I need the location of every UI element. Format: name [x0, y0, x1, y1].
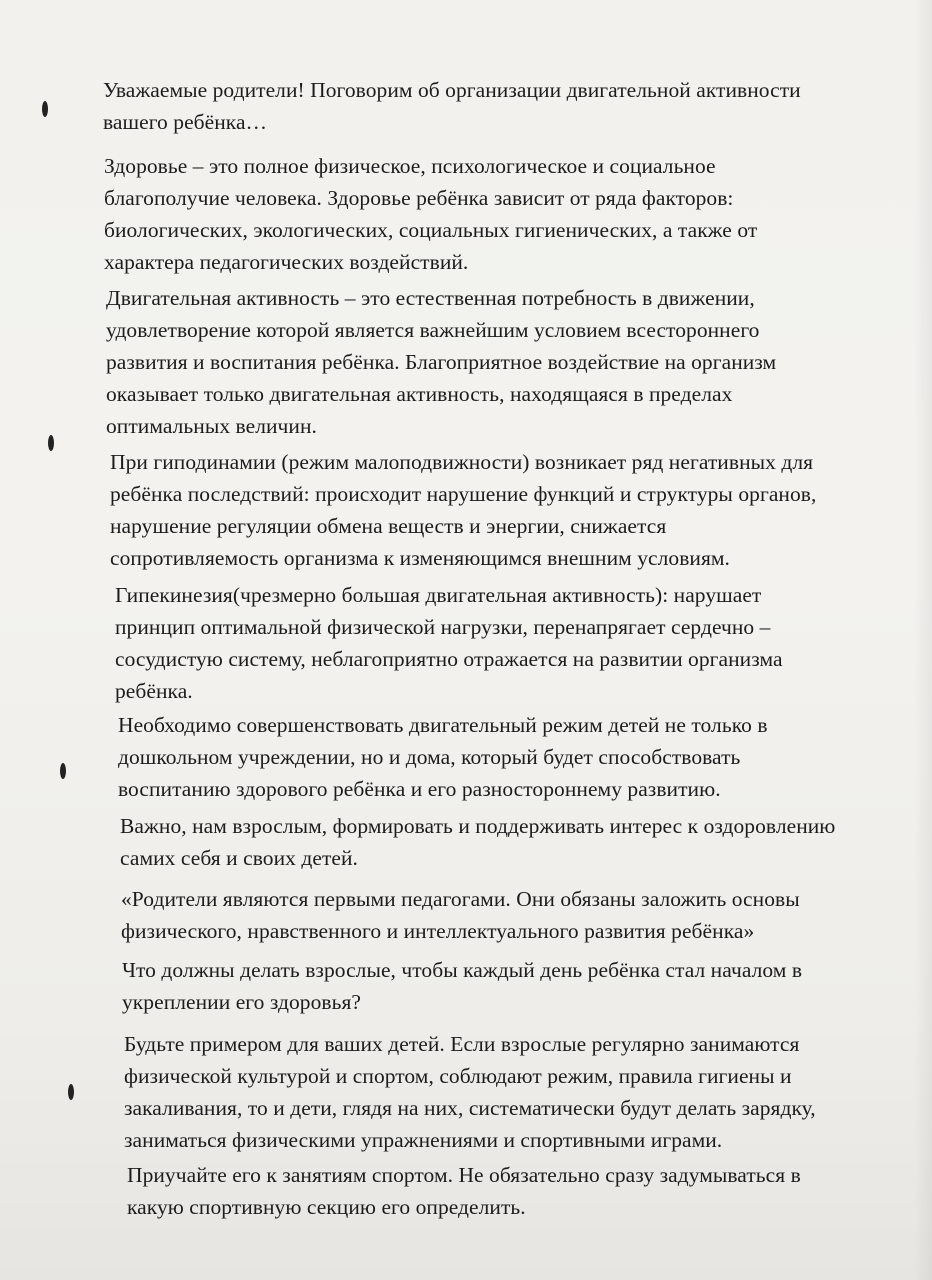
text-line: «Родители являются первыми педагогами. Они обязаны заложить основы: [121, 887, 800, 911]
text-line: Приучайте его к занятиям спортом. Не обязательно сразу задумываться в: [127, 1163, 801, 1187]
text-line: сопротивляемость организма к изменяющимся внешним условиям.: [110, 546, 730, 570]
text-line: удовлетворение которой является важнейшим условием всестороннего: [106, 318, 760, 342]
punch-hole-mark: [42, 101, 48, 117]
paragraph-quote: [121, 883, 800, 947]
text-line: оказывает только двигательная активность, находящаяся в пределах: [106, 382, 733, 406]
punch-hole-mark: [60, 763, 66, 779]
text-line: сосудистую систему, неблагоприятно отражается на развитии организма: [115, 647, 783, 671]
text-line: оптимальных величин.: [106, 414, 317, 438]
text-line: ребёнка последствий: происходит нарушение функций и структуры органов,: [110, 482, 817, 506]
text-line: развития и воспитания ребёнка. Благоприятное воздействие на организм: [106, 350, 777, 374]
text-line: какую спортивную секцию его определить.: [127, 1195, 526, 1219]
text-line: закаливания, то и дети, глядя на них, систематически будут делать зарядку,: [124, 1096, 816, 1120]
text-line: принцип оптимальной физической нагрузки, перенапрягает сердечно –: [115, 615, 771, 639]
text-line: Двигательная активность – это естественная потребность в движении,: [106, 286, 755, 310]
text-line: дошкольном учреждении, но и дома, который будет способствовать: [118, 745, 741, 769]
text-line: укреплении его здоровья?: [122, 990, 361, 1014]
text-line: Уважаемые родители! Поговорим об организации двигательной активности: [103, 78, 801, 102]
text-line: благополучие человека. Здоровье ребёнка зависит от ряда факторов:: [104, 186, 734, 210]
paragraph-sport: [127, 1159, 801, 1223]
text-line: заниматься физическими упражнениями и спортивными играми.: [124, 1128, 723, 1152]
paragraph-question: [122, 954, 802, 1018]
text-line: физической культурой и спортом, соблюдают режим, правила гигиены и: [124, 1064, 792, 1088]
text-line: биологических, экологических, социальных гигиенических, а также от: [104, 218, 758, 242]
paragraph-hypodynamia: [110, 446, 816, 574]
punch-hole-mark: [68, 1084, 74, 1100]
text-line: Будьте примером для ваших детей. Если взрослые регулярно занимаются: [124, 1032, 800, 1056]
paragraph-greeting: [103, 74, 801, 138]
text-line: характера педагогических воздействий.: [104, 250, 469, 274]
paragraph-health-definition: [104, 150, 757, 278]
text-line: вашего ребёнка…: [103, 110, 268, 134]
text-line: Что должны делать взрослые, чтобы каждый день ребёнка стал началом в: [122, 958, 803, 982]
text-line: Здоровье – это полное физическое, психологическое и социальное: [104, 154, 716, 178]
punch-hole-mark: [48, 435, 54, 451]
text-line: воспитанию здорового ребёнка и его разностороннему развитию.: [118, 777, 721, 801]
text-line: При гиподинамии (режим малоподвижности) возникает ряд негативных для: [110, 450, 814, 474]
paragraph-interest: [120, 810, 835, 874]
paragraph-be-example: [124, 1028, 816, 1156]
text-line: нарушение регуляции обмена веществ и энергии, снижается: [110, 514, 667, 538]
text-line: физического, нравственного и интеллектуального развития ребёнка»: [121, 919, 755, 943]
paragraph-improve-regime: [118, 709, 768, 805]
paragraph-hyperkinesia: [115, 579, 783, 707]
text-line: Гипекинезия(чрезмерно большая двигательная активность): нарушает: [115, 583, 762, 607]
text-line: Необходимо совершенствовать двигательный режим детей не только в: [118, 713, 768, 737]
text-line: ребёнка.: [115, 679, 193, 703]
paragraph-motor-activity: [106, 282, 776, 442]
text-line: Важно, нам взрослым, формировать и поддерживать интерес к оздоровлению: [120, 814, 836, 838]
text-line: самих себя и своих детей.: [120, 846, 358, 870]
